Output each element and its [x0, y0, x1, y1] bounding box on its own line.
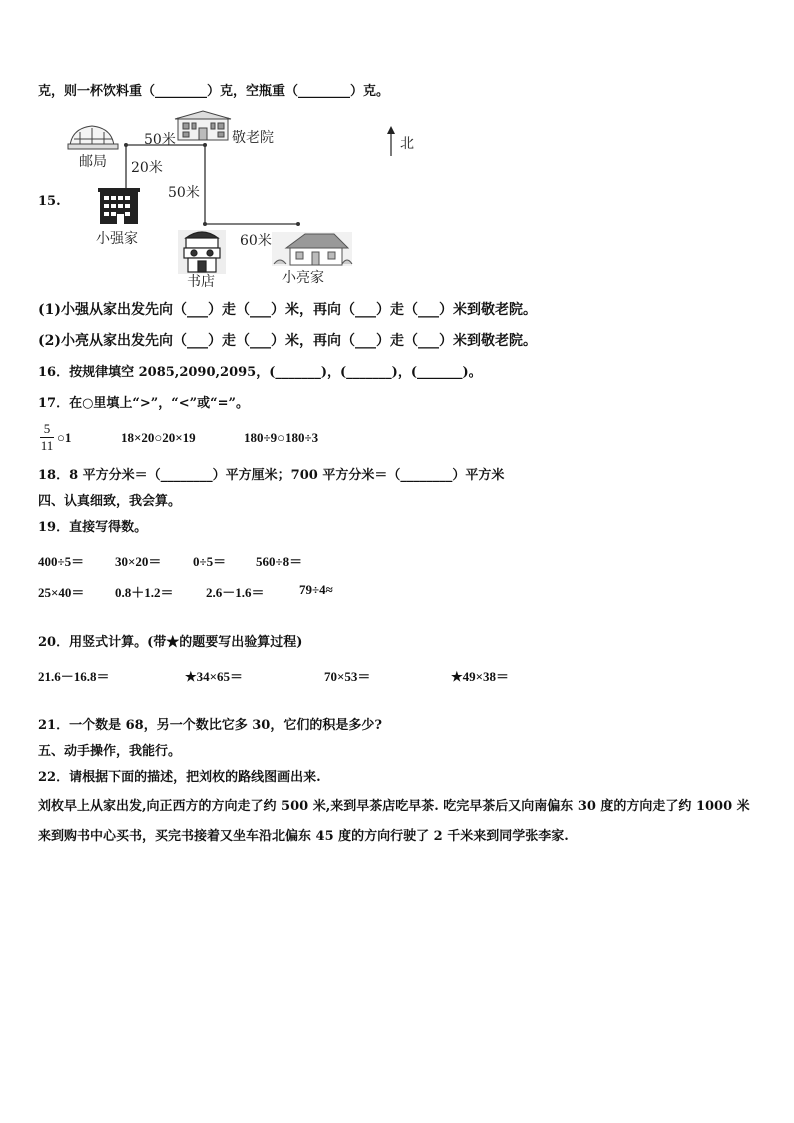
q17-fraction — [40, 421, 54, 454]
label-distance-20: 20米 — [131, 160, 163, 176]
label-xiaoqiang-home: 小强家 — [96, 231, 138, 247]
q19-row1-item: 0÷5＝ — [193, 554, 227, 569]
q15-sub1: (1)小强从家出发先向（___）走（___）米，再向（___）走（___）米到敬老院。 — [38, 302, 537, 318]
map-svg — [0, 110, 794, 300]
north-arrow-icon — [387, 126, 395, 156]
q15-number: 15. — [38, 194, 61, 209]
q19-row1-item: 400÷5＝ — [38, 554, 85, 569]
node-dot — [124, 143, 128, 147]
label-distance-50-top: 50米 — [144, 132, 176, 148]
bookstore-icon — [178, 230, 226, 274]
section-4-heading: 四、认真细致，我会算。 — [38, 494, 182, 509]
q20-item: ★34×65＝ — [185, 669, 244, 684]
node-dot — [203, 222, 207, 226]
q19-row2-item: 79÷4≈ — [299, 582, 333, 597]
q18: 18．8 平方分米＝（________）平方厘米；700 平方分米＝（________）平方米 — [38, 468, 505, 483]
q20-item: ★49×38＝ — [451, 669, 510, 684]
label-distance-50-vertical: 50米 — [168, 185, 200, 201]
xiaoqiang-home-icon — [98, 188, 140, 224]
label-bookstore: 书店 — [187, 274, 215, 290]
label-north: 北 — [400, 136, 414, 152]
q17-item3: 180÷9○180÷3 — [244, 430, 319, 445]
node-dot — [296, 222, 300, 226]
q16: 16．按规律填空 2085,2090,2095，(_______)，(_______)，(_______)。 — [38, 365, 482, 380]
q15-sub2: (2)小亮从家出发先向（___）走（___）米，再向（___）走（___）米到敬老院。 — [38, 333, 537, 349]
q19-row2-item: 2.6－1.6＝ — [206, 585, 265, 600]
fraction-denominator: 11 — [40, 438, 54, 453]
label-post-office: 邮局 — [79, 154, 107, 170]
q17-item2: 18×20○20×19 — [121, 430, 196, 445]
q14-tail: 克，则一杯饮料重（________）克，空瓶重（________）克。 — [38, 84, 390, 99]
label-nursing-home: 敬老院 — [232, 130, 274, 146]
q17-prompt: 17．在○里填上“>”，“<”或“=”。 — [38, 396, 249, 411]
post-office-icon — [68, 126, 118, 149]
q22-description: 刘枚早上从家出发,向正西方的方向走了约 500 米,来到早茶店吃早茶. 吃完早茶后又向南偏东 30 度的方向走了约 1000 米来到购书中心买书，买完书接着又坐车沿北偏东 45 度的方向行驶了 2 千米来到同学张李家. — [38, 799, 750, 844]
q20-item: 70×53＝ — [324, 669, 371, 684]
node-dot — [203, 143, 207, 147]
label-distance-60: 60米 — [240, 233, 272, 249]
q20-prompt: 20．用竖式计算。(带★的题要写出验算过程) — [38, 635, 303, 650]
q19-prompt: 19．直接写得数。 — [38, 520, 148, 535]
q22-prompt: 22．请根据下面的描述，把刘枚的路线图画出来. — [38, 770, 321, 785]
q19-row2-item: 25×40＝ — [38, 585, 85, 600]
q21: 21．一个数是 68，另一个数比它多 30，它们的积是多少? — [38, 718, 382, 733]
q17-item1-tail: ○1 — [57, 430, 72, 445]
xiaoliang-home-icon — [272, 232, 352, 266]
label-xiaoliang-home: 小亮家 — [282, 270, 324, 286]
q19-row2-item: 0.8＋1.2＝ — [115, 585, 174, 600]
q19-row1-item: 560÷8＝ — [256, 554, 303, 569]
fraction-numerator: 5 — [40, 421, 54, 438]
section-5-heading: 五、动手操作，我能行。 — [38, 744, 182, 759]
q19-row1-item: 30×20＝ — [115, 554, 162, 569]
nursing-home-icon — [175, 111, 231, 140]
q15-map-diagram — [0, 110, 794, 300]
q20-item: 21.6－16.8＝ — [38, 669, 110, 684]
